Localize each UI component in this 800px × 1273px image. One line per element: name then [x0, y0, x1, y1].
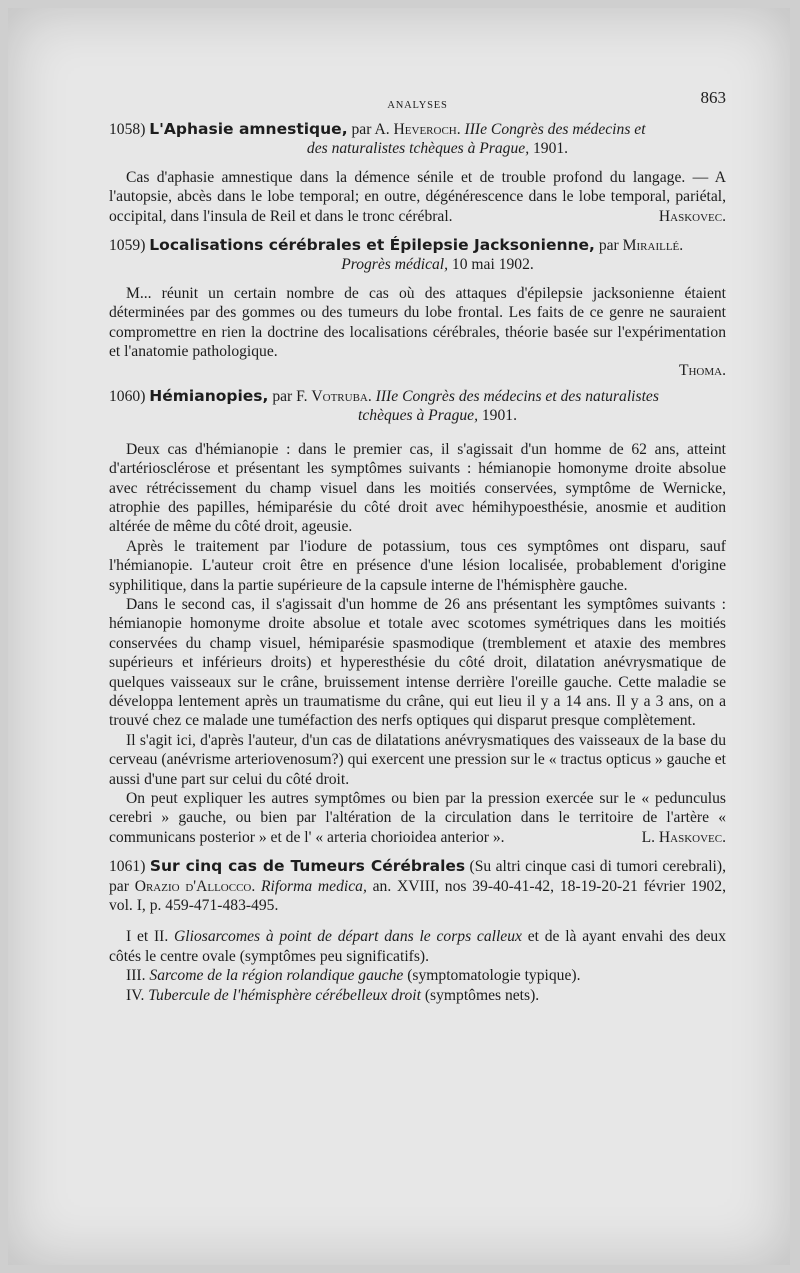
entry-paragraph: Deux cas d'hémianopie : dans le premier cas, il s'agissait d'un homme de 62 ans, atteint d'artériosclérose et présentant les symptômes suivants : hémianopie homonyme droite absolue avec rétrécissement du champ visuel dans les moitiés conservées, symptôme de Wernicke, atrophie des papilles, hémiparésie du côté droit avec hémihypoesthésie, anosmie et audition altérée de même du côté droit, ageusie. — [109, 440, 726, 536]
entry-paragraph: Dans le second cas, il s'agissait d'un homme de 26 ans présentant les symptômes suivants : hémianopie homonyme droite absolue et totale avec scotomes symétriques dans les moitiés conservées du champ visuel, hémiparésie spasmodique (tremblement et ataxie des membres supérieurs et inférieurs droits) et hyperesthésie du côté droit, dilatation anévrysmatique de quelques vaisseaux sur le crâne, bruissement intense derrière l'oreille gauche. Cette maladie se développa lentement après un traumatisme du crâne, qui eut lieu il y a 14 ans. Il y a 3 ans, on a trouvé chez ce malade une tuméfaction des nerfs optiques qui disparut presque complètement. — [109, 595, 726, 730]
entry-source: Progrès médical, — [341, 256, 449, 274]
list-item: III. Sarcome de la région rolandique gauche (symptomatologie typique). — [126, 967, 581, 985]
entry-by: (Su altri cinque casi di tumori cerebrali), par — [109, 858, 726, 895]
entry-author: Orazio d'Allocco — [134, 877, 252, 895]
entry-by: par — [594, 237, 623, 255]
entry-title: Localisations cérébrales et Épilepsie Jacksonienne, — [149, 236, 595, 255]
entry-title: Hémianopies, — [149, 386, 269, 405]
entry-heading — [109, 120, 726, 139]
entry-author: Votruba — [311, 387, 368, 405]
entry-sep: . — [367, 387, 376, 405]
page-scan — [8, 8, 790, 1265]
entry-date: 1901. — [477, 407, 517, 425]
entry-sep: . — [679, 237, 684, 255]
entry-author: Miraillé — [622, 237, 680, 255]
entry-number: 1059) — [109, 237, 146, 255]
entry-source: IIIe Congrès des médecins et des naturalistes — [375, 387, 659, 405]
entry-title: Sur cinq cas de Tumeurs Cérébrales — [149, 857, 466, 876]
entry-paragraph: Cas d'aphasie amnestique dans la démence sénile et de trouble profond du langage. — A l'autopsie, abcès dans le lobe temporal; en outre, dégénérescence dans le lobe temporal, pariétal, occipital, dans l'insula de Reil et dans le tronc cérébral. Haskovec. — [109, 168, 726, 225]
entry-paragraph: Après le traitement par l'iodure de potassium, tous ces symptômes ont disparu, sauf l'hémianopie. L'auteur croit être en présence d'une lésion localisée, probablement d'origine syphilitique, dans la partie supérieure de la capsule interne de l'hémisphère gauche. — [109, 537, 726, 594]
running-head: ANALYSES — [387, 100, 448, 111]
list-item: IV. Tubercule de l'hémisphère cérébelleux droit (symptômes nets). — [126, 986, 540, 1004]
entry-source-cont: tchèques à Prague, — [358, 407, 478, 425]
entry-heading — [109, 236, 726, 255]
entry-1060 — [109, 387, 726, 847]
entry-source: Riforma medica, — [261, 877, 367, 895]
page-header — [109, 88, 726, 114]
page-number: 863 — [700, 88, 726, 107]
entry-paragraph: On peut expliquer les autres symptômes ou bien par la pression exercée sur le « pedunculus cerebri » gauche, ou bien par l'altération de la circulation dans le territoire de l'artère « communicans posterior » et de l' « arteria chorioidea anterior ». L. Haskovec. — [109, 790, 726, 846]
list-item: I et II. Gliosarcomes à point de départ dans le corps calleux et de là ayant envahi des deux côtés le centre ovale (symptômes peu significatifs). — [109, 928, 726, 965]
entry-title: L'Aphasie amnestique, — [149, 120, 348, 138]
entry-source-line — [109, 255, 726, 274]
entry-1059 — [109, 236, 726, 381]
entry-by: par F. — [268, 387, 312, 405]
page-content — [109, 88, 726, 1005]
entry-sep: . — [251, 877, 262, 895]
entry-1061 — [109, 857, 726, 1005]
entry-date: 10 mai 1902. — [448, 256, 534, 274]
entry-source-cont: des naturalistes tchèques à Prague, — [306, 140, 530, 158]
entry-date: an. XVIII, nos 39-40-41-42, 18-19-20-21 février 1902, vol. I, p. 459-471-483-495. — [109, 877, 726, 915]
entry-1058 — [109, 120, 726, 226]
entry-paragraph: Il s'agit ici, d'après l'auteur, d'un cas de dilatations anévrysmatiques des vaisseaux de la base du cerveau (anévrisme arteriovenosum?) qui exercent une pression sur le « tractus opticus » gauche et aussi d'une part sur celui du côté droit. — [109, 731, 726, 788]
entry-date: 1901. — [529, 140, 569, 158]
entry-by: par A. — [351, 121, 394, 138]
entry-heading — [109, 387, 726, 406]
entry-author: Heveroch — [393, 121, 457, 138]
entry-number: 1061) — [109, 858, 146, 876]
entry-source: IIIe Congrès des médecins et — [464, 121, 646, 138]
entry-number: 1058) — [109, 121, 146, 138]
entry-source-line — [109, 139, 726, 158]
entry-signature: L. Haskovec. — [641, 828, 726, 846]
entry-heading — [109, 857, 726, 915]
entry-paragraph: M... réunit un certain nombre de cas où des attaques d'épilepsie jacksonienne étaient déterminées par des gommes ou des tumeurs du lobe frontal. Les faits de ce genre ne sauraient compromettre en rien la doctrine des localisations cérébrales, théorie basée sur l'expérimentation et l'anatomie pathologique. — [109, 284, 726, 361]
entry-signature: Thoma. — [678, 362, 726, 380]
entry-source-line — [109, 406, 726, 425]
entry-sep: . — [456, 121, 465, 138]
entry-number: 1060) — [109, 387, 146, 405]
entry-signature: Haskovec. — [658, 207, 726, 225]
